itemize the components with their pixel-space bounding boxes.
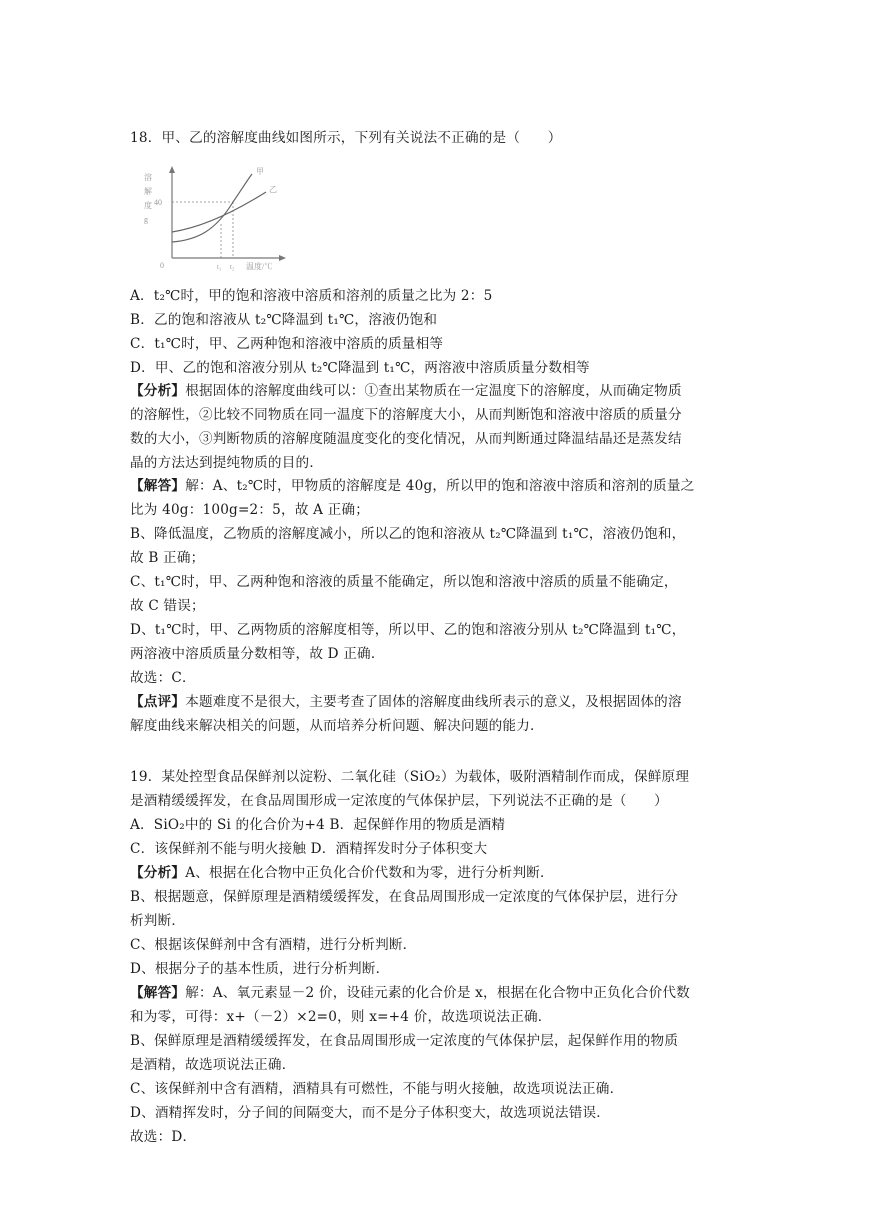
solubility-curve-svg	[138, 162, 298, 274]
q19-solution-line-4: 是酒精，故选项说法正确．	[130, 1057, 296, 1073]
t2-tick-label: t₂	[230, 263, 235, 271]
q19-stem-line-2: 是酒精缓缓挥发，在食品周围形成一定浓度的气体保护层，下列说法不正确的是（ ）	[130, 793, 668, 809]
q18-answer: 故选：C．	[130, 670, 196, 686]
q19-stem-line-1: 19．某处控型食品保鲜剂以淀粉、二氧化硅（SiO₂）为载体，吸附酒精制作而成，保鲜原理	[130, 769, 690, 785]
curve-yi	[172, 192, 266, 232]
q18-solution-line-3: B、降低温度，乙物质的溶解度减小，所以乙的饱和溶液从 t₂℃降温到 t₁℃，溶液仍饱和，	[130, 526, 686, 542]
analysis-tag: 【分析】	[130, 383, 186, 399]
x-axis-arrow	[279, 255, 286, 261]
q19-solution-line-2: 和为零，可得：x+（－2）×2=0，则 x=+4 价，故选项说法正确．	[130, 1009, 552, 1025]
q19-analysis-line-1: 【分析】A、根据在化合物中正负化合价代数和为零，进行分析判断．	[130, 865, 554, 881]
origin-label: 0	[160, 261, 164, 270]
q18-stem: 18．甲、乙的溶解度曲线如图所示，下列有关说法不正确的是（ ）	[130, 130, 562, 146]
x-axis-label: 温度/℃	[246, 262, 273, 271]
q19-answer: 故选：D．	[130, 1129, 197, 1145]
q18-option-c: C．t₁℃时，甲、乙两种饱和溶液中溶质的质量相等	[130, 336, 444, 352]
q19-analysis-line-4: C、根据该保鲜剂中含有酒精，进行分析判断．	[130, 937, 417, 953]
comment-tag: 【点评】	[130, 694, 186, 710]
curve-jia	[172, 174, 252, 242]
q19-solution-line-5: C、该保鲜剂中含有酒精，酒精具有可燃性，不能与明火接触，故选项说法正确．	[130, 1081, 624, 1097]
y-axis-arrow	[169, 166, 175, 173]
q18-option-b: B．乙的饱和溶液从 t₂℃降温到 t₁℃，溶液仍饱和	[130, 312, 438, 328]
q18-solution-line-4: 故 B 正确；	[130, 550, 205, 566]
q19-analysis-line-2: B、根据题意，保鲜原理是酒精缓缓挥发，在食品周围形成一定浓度的气体保护层，进行分	[130, 889, 679, 905]
q19-analysis-line-3: 析判断．	[130, 913, 186, 929]
q18-option-a: A．t₂℃时，甲的饱和溶液中溶质和溶剂的质量之比为 2：5	[130, 288, 493, 304]
solution-tag: 【解答】	[130, 478, 186, 494]
y-axis-label: 溶解度 g	[144, 173, 152, 224]
q19-solution-line-1: 【解答】解：A、氧元素显－2 价，设硅元素的化合价是 x，根据在化合物中正负化合价代数	[130, 985, 690, 1001]
q18-option-d: D．甲、乙的饱和溶液分别从 t₂℃降温到 t₁℃，两溶液中溶质质量分数相等	[130, 360, 590, 376]
q18-analysis-line-3: 数的大小，③判断物质的溶解度随温度变化的变化情况，从而判断通过降温结晶还是蒸发结	[130, 431, 682, 447]
q18-analysis-line-2: 的溶解性，②比较不同物质在同一温度下的溶解度大小，从而判断饱和溶液中溶质的质量分	[130, 407, 682, 423]
q18-analysis-line-4: 晶的方法达到提纯物质的目的．	[130, 455, 324, 471]
curve-jia-label: 甲	[256, 167, 264, 176]
q19-options-line-2: C．该保鲜剂不能与明火接触 D．酒精挥发时分子体积变大	[130, 841, 488, 857]
q18-solution-line-5: C、t₁℃时，甲、乙两种饱和溶液的质量不能确定，所以饱和溶液中溶质的质量不能确定，	[130, 574, 678, 590]
q18-solution-line-7: D、t₁℃时，甲、乙两物质的溶解度相等，所以甲、乙的饱和溶液分别从 t₂℃降温到 t₁℃，	[130, 622, 686, 638]
analysis-tag: 【分析】	[130, 865, 186, 881]
value-label: 40	[154, 198, 162, 207]
q18-analysis-line-1: 【分析】根据固体的溶解度曲线可以：①查出某物质在一定温度下的溶解度，从而确定物质	[130, 383, 682, 399]
solution-tag: 【解答】	[130, 985, 186, 1001]
q18-comment-line-2: 解度曲线来解决相关的问题，从而培养分析问题、解决问题的能力．	[130, 718, 544, 734]
q18-solution-line-1: 【解答】解：A、t₂℃时，甲物质的溶解度是 40g，所以甲的饱和溶液中溶质和溶剂的质量之	[130, 478, 695, 494]
solubility-curve-figure	[138, 162, 298, 274]
q19-solution-line-6: D、酒精挥发时，分子间的间隔变大，而不是分子体积变大，故选项说法错误．	[130, 1105, 611, 1121]
q18-solution-line-2: 比为 40g：100g=2：5，故 A 正确；	[130, 502, 370, 518]
q18-comment-line-1: 【点评】本题难度不是很大，主要考查了固体的溶解度曲线所表示的意义，及根据固体的溶	[130, 694, 682, 710]
t1-tick-label: t₁	[217, 263, 222, 271]
curve-yi-label: 乙	[269, 185, 277, 194]
q19-analysis-line-5: D、根据分子的基本性质，进行分析判断．	[130, 961, 390, 977]
q19-solution-line-3: B、保鲜原理是酒精缓缓挥发，在食品周围形成一定浓度的气体保护层，起保鲜作用的物质	[130, 1033, 679, 1049]
q19-options-line-1: A．SiO₂中的 Si 的化合价为+4 B．起保鲜作用的物质是酒精	[130, 817, 506, 833]
q18-solution-line-6: 故 C 错误；	[130, 598, 205, 614]
q18-solution-line-8: 两溶液中溶质质量分数相等，故 D 正确．	[130, 646, 385, 662]
